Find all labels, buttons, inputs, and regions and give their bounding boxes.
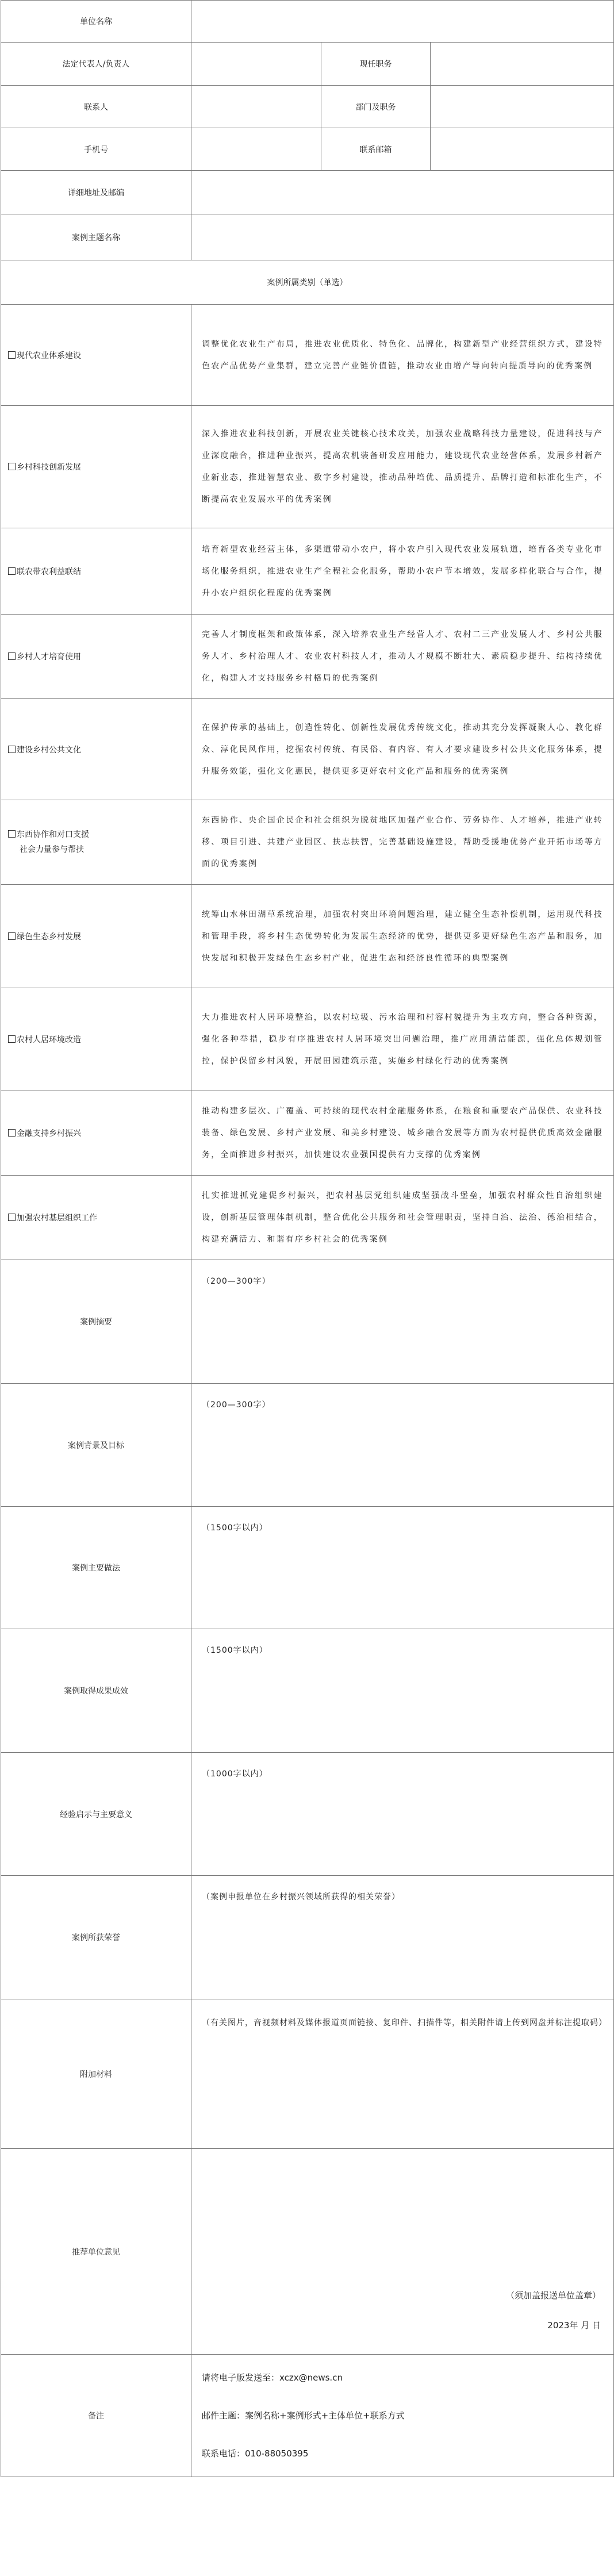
dept-position-label: 部门及职务 — [321, 86, 431, 128]
category-label: 乡村科技创新发展 — [17, 463, 81, 472]
background-field[interactable] — [191, 1384, 614, 1507]
category-desc: 完善人才制度框架和政策体系，深入培养农业生产经营人才、农村二三产业发展人才、乡村公共服务人才、乡村治理人才、农业农村科技人才，推动人才规模不断壮大、素质稳步提升、结构持续优化，构建人才支持服务乡村格局的优秀案例 — [191, 615, 614, 699]
results-field[interactable] — [191, 1629, 614, 1753]
category-label: 现代农业体系建设 — [17, 351, 81, 360]
honors-hint: （案例申报单位在乡村振兴领域所获得的相关荣誉） — [202, 1892, 400, 1902]
recommend-stamp-note: （须加盖报送单位盖章） — [506, 2290, 601, 2301]
recommend-date: 2023年 月 日 — [547, 2320, 601, 2331]
row-background — [1, 1384, 614, 1507]
attachments-hint: （有关图片，音视频材料及媒体报道页面链接、复印件、扫描件等，相关附件请上传到网盘并标注提取码） — [202, 2018, 607, 2028]
category-label: 建设乡村公共文化 — [17, 745, 81, 755]
category-label: 东西协作和对口支援 — [17, 830, 89, 839]
category-desc: 在保护传承的基础上，创造性转化、创新性发展优秀传统文化，推动其充分发挥凝聚人心、教化群众、淳化民风作用，挖掘农村传统、有民俗、有内容、有人才要求建设乡村公共文化服务体系，提升服务效能，强化文化惠民，提供更多更好农村文化产品和服务的优秀案例 — [191, 699, 614, 800]
dept-position-field[interactable] — [431, 86, 614, 128]
insights-field[interactable] — [191, 1753, 614, 1876]
row-recommend — [1, 2149, 614, 2355]
form-table — [1, 0, 614, 2477]
notes-email: 请将电子版发送至：xczx@news.cn — [202, 2372, 343, 2383]
checkbox-icon[interactable] — [8, 932, 16, 940]
row-case-title — [1, 214, 614, 260]
category-section-title: 案例所属类别（单选） — [1, 260, 614, 305]
checkbox-icon[interactable] — [8, 1035, 16, 1043]
category-label-line2: 社会力量参与帮扶 — [20, 845, 84, 854]
category-label: 金融支持乡村振兴 — [17, 1129, 81, 1138]
address-label: 详细地址及邮编 — [1, 171, 191, 214]
practice-field[interactable] — [191, 1507, 614, 1629]
category-label: 农村人居环境改造 — [17, 1035, 81, 1045]
email-label: 联系邮箱 — [321, 128, 431, 171]
checkbox-icon[interactable] — [8, 1214, 16, 1221]
case-application-form — [1, 0, 613, 2477]
notes-label: 备注 — [1, 2355, 191, 2477]
category-label: 绿色生态乡村发展 — [17, 932, 81, 942]
category-row — [1, 528, 614, 615]
row-honors — [1, 1876, 614, 1999]
background-hint: （200—300字） — [202, 1400, 271, 1410]
notes-content — [191, 2355, 614, 2477]
category-desc: 统筹山水林田湖草系统治理，加强农村突出环境问题治理，建立健全生态补偿机制，运用现代科技和管理手段，将乡村生态优势转化为发展生态经济的优势，提供更多更好绿色生态产品和服务，加快发展和积极开发绿色生态乡村产业，促进生态和经济良性循环的典型案例 — [191, 885, 614, 988]
address-field[interactable] — [191, 171, 614, 214]
email-field[interactable] — [431, 128, 614, 171]
practice-hint: （1500字以内） — [202, 1523, 268, 1533]
category-option[interactable] — [1, 800, 191, 885]
insights-hint: （1000字以内） — [202, 1769, 268, 1779]
category-option[interactable] — [1, 1091, 191, 1176]
contact-field[interactable] — [191, 86, 321, 128]
summary-hint: （200—300字） — [202, 1277, 271, 1286]
category-row — [1, 1091, 614, 1176]
category-row — [1, 988, 614, 1091]
category-option[interactable] — [1, 615, 191, 699]
summary-field[interactable] — [191, 1260, 614, 1384]
insights-label: 经验启示与主要意义 — [1, 1753, 191, 1876]
category-row — [1, 885, 614, 988]
category-option[interactable] — [1, 885, 191, 988]
category-option[interactable] — [1, 699, 191, 800]
row-summary — [1, 1260, 614, 1384]
row-results — [1, 1629, 614, 1753]
category-option[interactable] — [1, 528, 191, 615]
category-row — [1, 699, 614, 800]
category-desc: 扎实推进抓党建促乡村振兴，把农村基层党组织建成坚强战斗堡垒，加强农村群众性自治组织建设，创新基层管理体制机制，整合优化公共服务和社会管理职责，坚持自治、法治、德治相结合，构建充满活力、和谐有序乡村社会的优秀案例 — [191, 1176, 614, 1260]
category-desc: 东西协作、央企国企民企和社会组织为脱贫地区加强产业合作、劳务协作、人才培养，推进产业转移、项目引进、共建产业园区、扶志扶智，完善基础设施建设，帮助受援地优势产业开拓市场等方面的优秀案例 — [191, 800, 614, 885]
case-title-label: 案例主题名称 — [1, 214, 191, 260]
category-row — [1, 615, 614, 699]
category-row — [1, 305, 614, 406]
row-legal-rep — [1, 43, 614, 86]
category-desc: 调整优化农业生产布局，推进农业优质化、特色化、品牌化，构建新型产业经营组织方式，建设特色农产品优势产业集群，建立完善产业链价值链，推动农业由增产导向转向提质导向的优秀案例 — [191, 305, 614, 406]
honors-label: 案例所获荣誉 — [1, 1876, 191, 1999]
category-option[interactable] — [1, 988, 191, 1091]
category-label: 乡村人才培育使用 — [17, 652, 81, 662]
background-label: 案例背景及目标 — [1, 1384, 191, 1507]
checkbox-icon[interactable] — [8, 652, 16, 660]
unit-name-label: 单位名称 — [1, 1, 191, 43]
category-label: 联农带农利益联结 — [17, 567, 81, 577]
contact-label: 联系人 — [1, 86, 191, 128]
category-desc: 大力推进农村人居环境整治，以农村垃圾、污水治理和村容村貌提升为主攻方向，整合各种资源，强化各种举措，稳步有序推进农村人居环境突出问题治理，推广应用清洁能源，强化总体规划管控，保护保留乡村风貌，开展田园建筑示范，实施乡村绿化行动的优秀案例 — [191, 988, 614, 1091]
checkbox-icon[interactable] — [8, 830, 16, 838]
checkbox-icon[interactable] — [8, 351, 16, 359]
attachments-label: 附加材料 — [1, 1999, 191, 2149]
row-attachments — [1, 1999, 614, 2149]
legal-rep-field[interactable] — [191, 43, 321, 86]
category-desc: 培育新型农业经营主体，多渠道带动小农户，将小农户引入现代农业发展轨道，培育各类专业化市场化服务组织，推进农业生产全程社会化服务，帮助小农户节本增效，发展多样化联合与合作，提升小农户组织化程度的优秀案例 — [191, 528, 614, 615]
row-practice — [1, 1507, 614, 1629]
position-field[interactable] — [431, 43, 614, 86]
category-option[interactable] — [1, 305, 191, 406]
category-desc: 推动构建多层次、广覆盖、可持续的现代农村金融服务体系，在粮食和重要农产品保供、农业科技装备、绿色发展、乡村产业发展、和美乡村建设、城乡融合发展等方面为农村提供优质高效金融服务，全面推进乡村振兴，加快建设农业强国提供有力支撑的优秀案例 — [191, 1091, 614, 1176]
phone-field[interactable] — [191, 128, 321, 171]
row-address — [1, 171, 614, 214]
category-desc: 深入推进农业科技创新，开展农业关键核心技术攻关，加强农业战略科技力量建设，促进科技与产业深度融合，推进种业振兴，提高农机装备研发应用能力，建设现代农业经营体系，发展乡村新产业新业态，推进智慧农业、数字乡村建设，推动品种培优、品质提升、品牌打造和标准化生产，不断提高农业发展水平的优秀案例 — [191, 406, 614, 528]
category-row — [1, 800, 614, 885]
honors-field[interactable] — [191, 1876, 614, 1999]
row-notes — [1, 2355, 614, 2477]
checkbox-icon[interactable] — [8, 463, 16, 470]
summary-label: 案例摘要 — [1, 1260, 191, 1384]
checkbox-icon[interactable] — [8, 1129, 16, 1137]
row-phone — [1, 128, 614, 171]
practice-label: 案例主要做法 — [1, 1507, 191, 1629]
row-category-header — [1, 260, 614, 305]
row-unit-name — [1, 1, 614, 43]
checkbox-icon[interactable] — [8, 746, 16, 753]
recommend-field[interactable] — [191, 2149, 614, 2355]
results-hint: （1500字以内） — [202, 1646, 268, 1655]
category-option[interactable] — [1, 406, 191, 528]
legal-rep-label: 法定代表人/负责人 — [1, 43, 191, 86]
category-row — [1, 1176, 614, 1260]
case-title-field[interactable] — [191, 214, 614, 260]
row-contact — [1, 86, 614, 128]
category-label: 加强农村基层组织工作 — [17, 1214, 97, 1223]
unit-name-field[interactable] — [191, 1, 614, 43]
position-label: 现任职务 — [321, 43, 431, 86]
attachments-field[interactable] — [191, 1999, 614, 2149]
recommend-label: 推荐单位意见 — [1, 2149, 191, 2355]
phone-label: 手机号 — [1, 128, 191, 171]
notes-phone: 联系电话：010-88050395 — [202, 2448, 309, 2459]
results-label: 案例取得成果成效 — [1, 1629, 191, 1753]
category-row — [1, 406, 614, 528]
checkbox-icon[interactable] — [8, 567, 16, 575]
row-insights — [1, 1753, 614, 1876]
notes-subject: 邮件主题：案例名称+案例形式+主体单位+联系方式 — [202, 2410, 405, 2421]
category-option[interactable] — [1, 1176, 191, 1260]
